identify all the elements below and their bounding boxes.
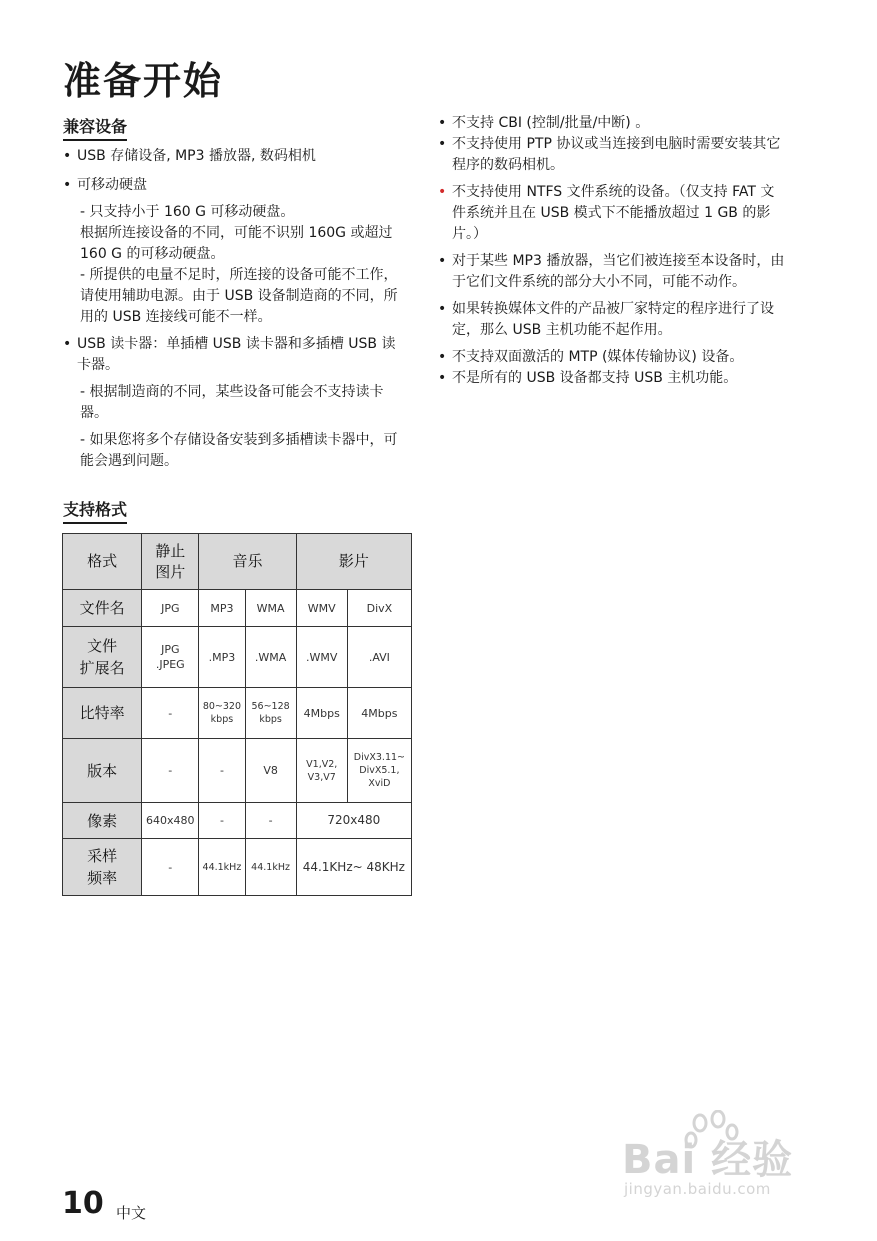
table-cell: WMA <box>245 590 296 627</box>
table-cell: 56~128 kbps <box>245 688 296 739</box>
table-cell: V1,V2, V3,V7 <box>296 739 347 803</box>
table-cell: V8 <box>245 739 296 803</box>
table-cell: - <box>199 739 245 803</box>
header-movie: 影片 <box>296 534 411 590</box>
compatible-devices-list <box>63 146 409 472</box>
table-cell: DivX3.11~ DivX5.1, XviD <box>347 739 411 803</box>
row-label-version: 版本 <box>63 739 142 803</box>
table-cell: 80~320 kbps <box>199 688 245 739</box>
table-cell: MP3 <box>199 590 245 627</box>
list-subitem: - 只支持小于 160 G 可移动硬盘。 <box>80 204 295 220</box>
section-heading-formats: 支持格式 <box>63 497 127 524</box>
table-cell: DivX <box>347 590 411 627</box>
table-cell: .WMV <box>296 627 347 688</box>
table-cell: 44.1kHz <box>245 839 296 896</box>
table-cell: - <box>199 803 245 839</box>
watermark-logo: Bai 经验 <box>622 1137 794 1183</box>
page-language: 中文 <box>116 1204 147 1222</box>
table-cell: JPG <box>142 590 199 627</box>
page-number: 10 <box>62 1186 104 1221</box>
notes-list <box>438 113 788 389</box>
row-label-bitrate: 比特率 <box>63 688 142 739</box>
table-cell: - <box>142 839 199 896</box>
row-label-pixels: 像素 <box>63 803 142 839</box>
header-format: 格式 <box>63 534 142 590</box>
list-item: • 不支持使用 PTP 协议或当连接到电脑时需要安装其它程序的数码相机。 <box>438 134 788 176</box>
table-cell: .AVI <box>347 627 411 688</box>
list-item: • 不支持 CBI (控制/批量/中断) 。 <box>438 113 788 134</box>
list-item: • 可移动硬盘 <box>63 175 409 196</box>
table-row <box>63 590 412 627</box>
table-cell: 640x480 <box>142 803 199 839</box>
table-row <box>63 803 412 839</box>
list-item: • 如果转换媒体文件的产品被厂家特定的程序进行了设定，那么 USB 主机功能不起作用。 <box>438 299 788 341</box>
section-heading-compatible: 兼容设备 <box>63 114 127 141</box>
table-row <box>63 739 412 803</box>
table-cell: - <box>142 739 199 803</box>
header-music: 音乐 <box>199 534 296 590</box>
list-subitem: - 根据制造商的不同，某些设备可能会不支持读卡器。 <box>80 384 384 421</box>
list-item: • 对于某些 MP3 播放器，当它们被连接至本设备时，由于它们文件系统的部分大小不同，可能不动作。 <box>438 251 788 293</box>
list-item: • 不支持双面激活的 MTP (媒体传输协议) 设备。 <box>438 347 788 368</box>
table-cell: JPG .JPEG <box>142 627 199 688</box>
page-title: 准备开始 <box>63 59 224 103</box>
table-cell: 4Mbps <box>347 688 411 739</box>
table-header-row <box>63 534 412 590</box>
list-subitem: 根据所连接设备的不同，可能不识别 160G 或超过 160 G 的可移动硬盘。 <box>80 225 393 262</box>
table-cell: - <box>142 688 199 739</box>
table-cell: 4Mbps <box>296 688 347 739</box>
row-label-sampling: 采样 频率 <box>63 839 142 896</box>
table-cell: 720x480 <box>296 803 411 839</box>
table-row <box>63 627 412 688</box>
watermark-url: jingyan.baidu.com <box>624 1180 771 1198</box>
table-cell: WMV <box>296 590 347 627</box>
list-item: • 不是所有的 USB 设备都支持 USB 主机功能。 <box>438 368 788 389</box>
table-cell: 44.1KHz~ 48KHz <box>296 839 411 896</box>
list-subitem: - 所提供的电量不足时，所连接的设备可能不工作，请使用辅助电源。由于 USB 设备制造商的不同，所用的 USB 连接线可能不一样。 <box>80 267 398 325</box>
row-label-filename: 文件名 <box>63 590 142 627</box>
list-item: • USB 读卡器：单插槽 USB 读卡器和多插槽 USB 读卡器。 <box>63 334 409 376</box>
table-row <box>63 839 412 896</box>
table-cell: .WMA <box>245 627 296 688</box>
baidu-jingyan-watermark <box>622 1108 822 1204</box>
header-still-image: 静止 图片 <box>142 534 199 590</box>
table-cell: - <box>245 803 296 839</box>
table-cell: 44.1kHz <box>199 839 245 896</box>
supported-formats-table <box>62 533 412 896</box>
list-item: • USB 存储设备, MP3 播放器, 数码相机 <box>63 146 409 167</box>
table-cell: .MP3 <box>199 627 245 688</box>
list-subitem: - 如果您将多个存储设备安装到多插槽读卡器中，可能会遇到问题。 <box>80 432 398 469</box>
row-label-extension: 文件 扩展名 <box>63 627 142 688</box>
table-row <box>63 688 412 739</box>
list-item: • 不支持使用 NTFS 文件系统的设备。（仅支持 FAT 文件系统并且在 USB 模式下不能播放超过 1 GB 的影片。） <box>438 182 788 245</box>
